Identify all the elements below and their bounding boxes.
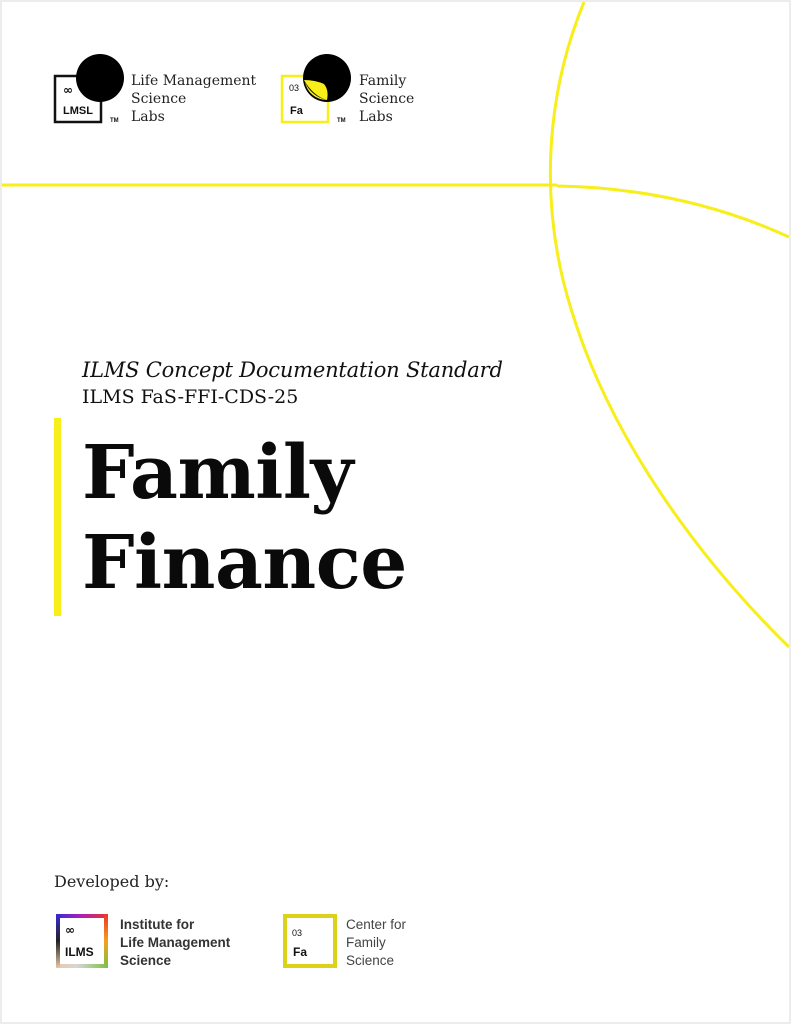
- document-header: [82, 358, 503, 408]
- fa-number: 03: [289, 83, 300, 93]
- document-standard: ILMS Concept Documentation Standard: [82, 358, 503, 382]
- center-name-line-3: Science: [346, 953, 395, 968]
- family-labs-name-line-1: Family: [359, 73, 407, 89]
- lmsl-name-line-2: Science: [131, 91, 187, 107]
- developed-by-label: Developed by:: [54, 872, 170, 891]
- ilms-logo: [54, 912, 254, 972]
- center-fa-logo-mark: [281, 912, 339, 970]
- lmsl-code: LMSL: [63, 105, 93, 117]
- lmsl-name-line-1: Life Management: [131, 73, 257, 89]
- fa-trademark: TM: [337, 118, 346, 124]
- ilms-name-line-2: Life Management: [120, 935, 231, 950]
- document-code: ILMS FaS-FFI-CDS-25: [82, 386, 299, 408]
- ilms-name: [120, 916, 230, 970]
- document-title: [82, 428, 407, 608]
- title-line-2: Finance: [82, 520, 407, 606]
- center-family-science-logo: [281, 912, 441, 972]
- center-fa-code: Fa: [293, 945, 308, 959]
- family-labs-name-line-2: Science: [359, 91, 415, 107]
- center-name-line-1: Center for: [346, 917, 407, 932]
- title-line-1: Family: [82, 430, 353, 516]
- family-science-labs-logo: [279, 50, 439, 130]
- horizontal-rule-right-curve: [557, 186, 789, 237]
- family-labs-name-line-3: Labs: [359, 109, 393, 125]
- lmsl-trademark: TM: [110, 118, 119, 124]
- lmsl-name-line-3: Labs: [131, 109, 165, 125]
- ilms-name-line-1: Institute for: [120, 917, 195, 932]
- lmsl-logo: [52, 50, 262, 130]
- center-name-line-2: Family: [346, 935, 386, 950]
- ilms-name-line-3: Science: [120, 953, 172, 968]
- document-cover: [2, 2, 789, 1022]
- ilms-logo-mark: [54, 912, 112, 970]
- fa-code: Fa: [290, 105, 303, 117]
- infinity-icon: ∞: [65, 923, 75, 937]
- center-fa-number: 03: [292, 928, 303, 938]
- infinity-icon: ∞: [63, 83, 73, 97]
- family-labs-name: [359, 72, 414, 126]
- large-circle-arc: [550, 2, 789, 647]
- center-name: [346, 916, 406, 970]
- title-accent-bar: [54, 418, 61, 616]
- ilms-code: ILMS: [65, 945, 94, 959]
- lmsl-name: [131, 72, 256, 126]
